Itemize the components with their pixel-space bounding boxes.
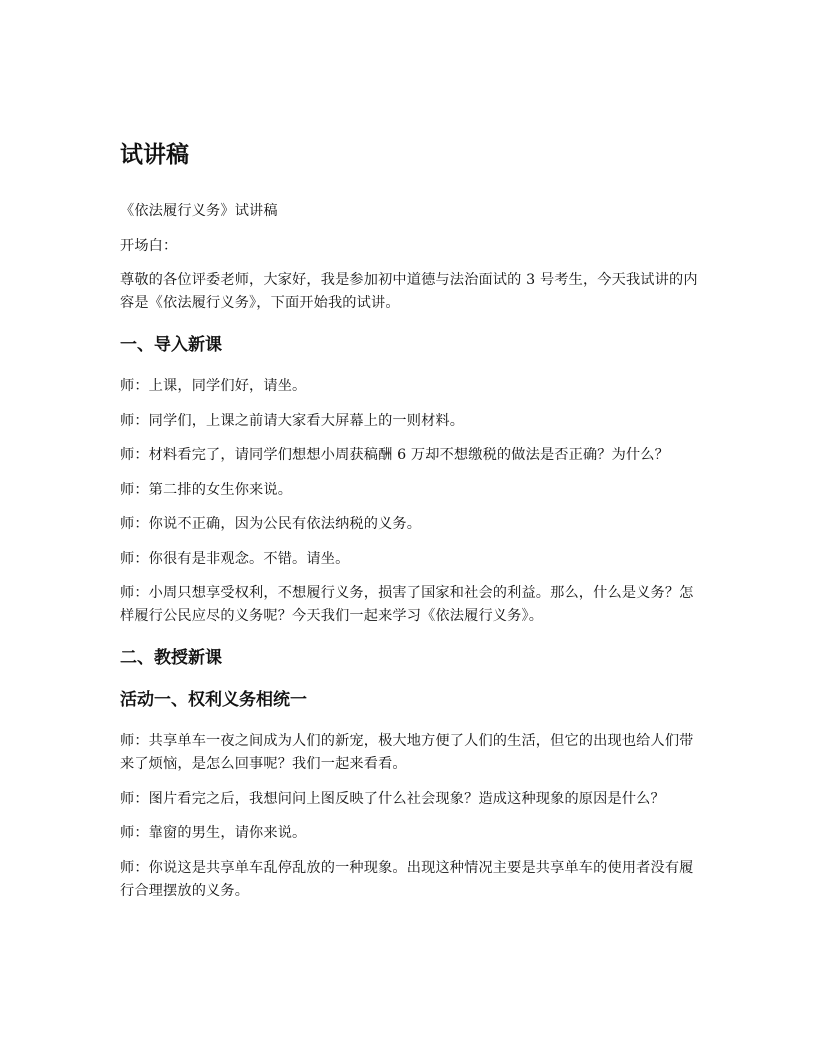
document-subtitle: 《依法履行义务》试讲稿 (120, 203, 278, 219)
opening-text: 尊敬的各位评委老师，大家好，我是参加初中道德与法治面试的 3 号考生，今天我试讲的内容是《依法履行义务》，下面开始我的试讲。 (120, 272, 698, 311)
document-title: 试讲稿 (120, 142, 189, 168)
paragraph: 师：共享单车一夜之间成为人们的新宠，极大地方便了人们的生活，但它的出现也给人们带来了烦恼，是怎么回事呢？我们一起来看看。 (120, 733, 694, 772)
paragraph: 师：你说不正确，因为公民有依法纳税的义务。 (120, 516, 422, 532)
paragraph: 师：材料看完了，请同学们想想小周获稿酬 6 万却不想缴税的做法是否正确？为什么？ (120, 447, 669, 463)
opening-label: 开场白： (120, 237, 178, 254)
paragraph: 师：第二排的女生你来说。 (120, 481, 293, 498)
paragraph: 师：你很有是非观念。不错。请坐。 (120, 550, 350, 567)
paragraph: 师：你说这是共享单车乱停乱放的一种现象。出现这种情况主要是共享单车的使用者没有履行合理摆放的义务。 (120, 859, 694, 899)
paragraph: 师：上课，同学们好，请坐。 (120, 378, 307, 394)
document-page (120, 140, 700, 914)
paragraph: 师：图片看完之后，我想问问上图反映了什么社会现象？造成这种现象的原因是什么？ (120, 790, 665, 807)
section-heading-intro: 一、导入新课 (120, 335, 222, 355)
section-heading-new-lesson: 二、教授新课 (120, 648, 222, 668)
activity-heading: 活动一、权利义务相统一 (120, 690, 307, 710)
paragraph: 师：靠窗的男生，请你来说。 (120, 825, 307, 841)
paragraph: 师：小周只想享受权利，不想履行义务，损害了国家和社会的利益。那么，什么是义务？怎样履行公民应尽的义务呢？今天我们一起来学习《依法履行义务》。 (120, 585, 694, 624)
paragraph: 师：同学们，上课之前请大家看大屏幕上的一则材料。 (120, 412, 465, 429)
